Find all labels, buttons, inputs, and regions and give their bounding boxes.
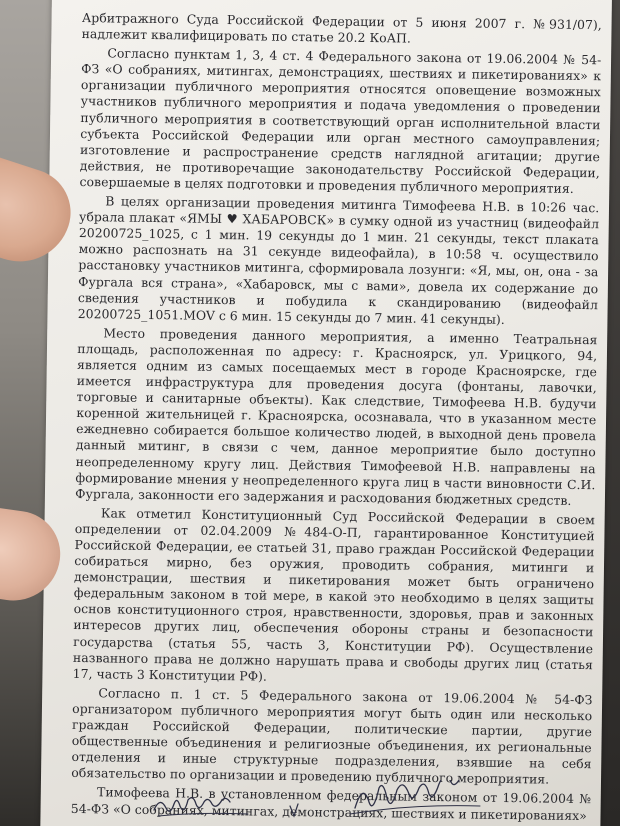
- document-text: [71, 10, 602, 826]
- paragraph-4: Место проведения данного мероприятия, а именно Театральная площадь, расположенная по адресу: г. Красноярск, ул. Урицкого, 94, является одним из самых посещаемых мест в городе Красноярске, где имеется инфраструктура для проведения досуга (фонтаны, лавочки, торговые и санитарные объекты). Как следствие, Тимофеева Н.В. будучи коренной жительницей г. Красноярска, осознавала, что в указанном месте ежедневно собирается большое количество людей, в выходной день провела данный митинг, в связи с чем, данное мероприятие было доступно неопределенному кругу лиц. Действия Тимофеевой Н.В. направлены на формирование мнения у неопределенного круга лиц в части виновности С.И. Фургала, законности его задержания и расходования бюджетных средств.: [75, 325, 598, 508]
- paragraph-5: Как отметил Конституционный Суд Российской Федерации в своем определении от 02.04.2009 №484-О-П, гарантированное Конституцией Российской Федерации, ее статьей 31, право граждан Российской Федерации собираться мирно, без оружия, проводить собрания, митинги и демонстрации, шествия и пикетирования может быть ограничено федеральным законом в той мере, в какой это необходимо в целях защиты основ конституционного строя, нравственности, здоровья, прав и законных интересов других лиц, обеспечения обороны страны и безопасности государства (статья 55, часть 3, Конституции РФ). Осуществление названного права не должно нарушать права и свободы других лиц (статья 17, часть 3 Конституции РФ).: [72, 505, 596, 684]
- paragraph-2: Согласно пунктам 1, 3, 4 ст. 4 Федерального закона от 19.06.2004 № 54-ФЗ «О собраниях, митингах, демонстрациях, шествиях и пикетированиях» к организации публичного мероприятия относятся оповещение возможных участников публичного мероприятия и подача уведомления о проведении публичного мероприятия в соответствующий орган исполнительной власти субъекта Российской Федерации или орган местного самоуправления; изготовление и распространение средств наглядной агитации; другие действия, не противоречащие законодательству Российской Федерации, совершаемые в целях подготовки и проведения публичного мероприятия.: [79, 45, 602, 196]
- paragraph-7: Тимофеева Н.В. в установленном федеральным законом от 19.06.2004 № 54-ФЗ «О собраниях, митингах, демонстрациях, шествиях и пикетированиях»: [70, 784, 592, 823]
- handwritten-signature: [150, 780, 610, 826]
- paragraph-3: В целях организации проведения митинга Тимофеева Н.В. в 10:26 час. убрала плакат «ЯМЫ ♥ ХАБАРОВСК» в сумку одной из участниц (видеофайл 20200725_1025, с 1 мин. 19 секунды до 1 мин. 21 секунды, текст плаката можно распознать на 31 секунде видеофайла), в 10:58 ч. осуществило расстановку участников митинга, сформировала лозунги: «Я, мы, он, она - за Фургала вся страна», «Хабаровск, мы с вами», довела их содержание до сведения участников и побудила к скандированию (видеофайл 20200725_1051.MOV с 6 мин. 15 секунды до 7 мин. 41 секунды).: [77, 193, 600, 327]
- paragraph-6: Согласно п. 1 ст. 5 Федерального закона от 19.06.2004 № 54-ФЗ организатором публичного мероприятия могут быть один или несколько граждан Российской Федерации, политические партии, другие общественные объединения и религиозные объединения, их региональные отделения и иные структурные подразделения, взявшие на себя обязательство по организации и проведению публичного мероприятия.: [71, 685, 593, 787]
- paragraph-1: Арбитражного Суда Российской Федерации от 5 июня 2007 г. №931/07), надлежит квалифицировать по статье 20.2 КоАП.: [81, 10, 602, 46]
